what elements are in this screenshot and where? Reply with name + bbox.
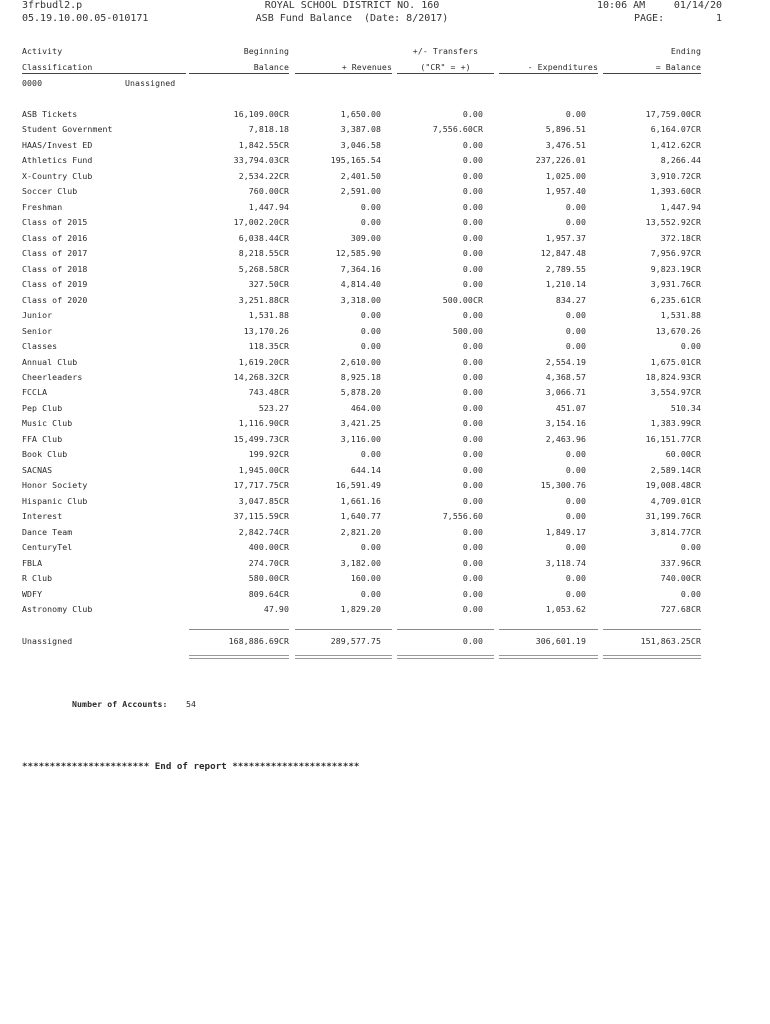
row-revenues-value: 3,116.00 — [340, 434, 381, 444]
row-beginning-value: 199.92CR — [248, 449, 289, 459]
row-transfers-value: 0.00 — [462, 155, 483, 165]
row-revenues-value: 0.00 — [360, 217, 381, 227]
row-transfers-value: 0.00 — [462, 109, 483, 119]
row-activity-name: Annual Club — [22, 357, 78, 367]
row-activity-name: Class of 2017 — [22, 248, 88, 258]
row-ending-value: 3,931.76CR — [650, 279, 701, 289]
row-revenues-value: 0.00 — [360, 326, 381, 336]
row-beginning-value: 743.48CR — [248, 387, 289, 397]
row-expenditures-value: 451.07 — [555, 403, 586, 413]
row-ending-value: 19,008.48CR — [645, 480, 701, 490]
row-transfers-value: 0.00 — [462, 496, 483, 506]
row-expenditures-value: 237,226.01 — [535, 155, 586, 165]
row-ending-value: 3,910.72CR — [650, 171, 701, 181]
row-beginning-value: 580.00CR — [248, 573, 289, 583]
row-activity-name: Class of 2018 — [22, 264, 88, 274]
row-transfers-value: 0.00 — [462, 589, 483, 599]
row-transfers-value: 0.00 — [462, 233, 483, 243]
report-code: 05.19.10.00.05-010171 — [22, 13, 149, 24]
row-beginning-value: 1,447.94 — [248, 202, 289, 212]
classification-name: Unassigned — [125, 78, 176, 88]
row-beginning-value: 37,115.59CR — [233, 511, 289, 521]
row-expenditures-value: 0.00 — [565, 511, 586, 521]
row-ending-value: 8,266.44 — [660, 155, 701, 165]
row-activity-name: Hispanic Club — [22, 496, 88, 506]
row-activity-name: Classes — [22, 341, 58, 351]
row-revenues-value: 2,610.00 — [340, 357, 381, 367]
row-expenditures-value: 2,789.55 — [545, 264, 586, 274]
row-activity-name: Freshman — [22, 202, 63, 212]
total-double-rule-revenues — [295, 655, 392, 659]
report-title-line — [222, 13, 482, 24]
row-beginning-value: 1,619.20CR — [238, 357, 289, 367]
row-activity-name: Music Club — [22, 418, 73, 428]
col-ending-label: Ending — [670, 46, 701, 56]
row-expenditures-value: 0.00 — [565, 449, 586, 459]
row-beginning-value: 17,717.75CR — [233, 480, 289, 490]
row-transfers-value: 0.00 — [462, 387, 483, 397]
total-double-rule-transfers — [397, 655, 494, 659]
row-activity-name: Class of 2019 — [22, 279, 88, 289]
row-ending-value: 9,823.19CR — [650, 264, 701, 274]
row-activity-name: Book Club — [22, 449, 68, 459]
total-rule-revenues — [295, 629, 392, 630]
row-activity-name: CenturyTel — [22, 542, 73, 552]
row-expenditures-value: 3,476.51 — [545, 140, 586, 150]
total-rule-transfers — [397, 629, 494, 630]
row-ending-value: 3,814.77CR — [650, 527, 701, 537]
row-activity-name: FCCLA — [22, 387, 48, 397]
row-revenues-value: 0.00 — [360, 542, 381, 552]
row-activity-name: Honor Society — [22, 480, 88, 490]
row-revenues-value: 5,878.20 — [340, 387, 381, 397]
total-rule-expenditures — [499, 629, 598, 630]
row-beginning-value: 274.70CR — [248, 558, 289, 568]
row-ending-value: 13,670.26 — [655, 326, 701, 336]
total-double-rule-beginning — [189, 655, 289, 659]
district-name: ROYAL SCHOOL DISTRICT NO. 160 — [264, 0, 440, 11]
row-beginning-value: 327.50CR — [248, 279, 289, 289]
row-revenues-value: 309.00 — [350, 233, 381, 243]
row-expenditures-value: 0.00 — [565, 326, 586, 336]
row-expenditures-value: 3,066.71 — [545, 387, 586, 397]
row-revenues-value: 1,640.77 — [340, 511, 381, 521]
row-revenues-value: 464.00 — [350, 403, 381, 413]
col-beginning-label: Beginning — [243, 46, 289, 56]
row-revenues-value: 2,401.50 — [340, 171, 381, 181]
row-transfers-value: 500.00 — [452, 326, 483, 336]
row-transfers-value: 0.00 — [462, 465, 483, 475]
row-beginning-value: 16,109.00CR — [233, 109, 289, 119]
col-activity-label: Activity — [22, 46, 63, 56]
row-expenditures-value: 834.27 — [555, 295, 586, 305]
row-revenues-value: 16,591.49 — [335, 480, 381, 490]
row-revenues-value: 0.00 — [360, 310, 381, 320]
row-beginning-value: 13,170.26 — [243, 326, 289, 336]
row-expenditures-value: 0.00 — [565, 341, 586, 351]
total-double-rule-expenditures — [499, 655, 598, 659]
row-beginning-value: 15,499.73CR — [233, 434, 289, 444]
total-revenues: 289,577.75 — [330, 636, 381, 646]
row-activity-name: Class of 2020 — [22, 295, 88, 305]
row-ending-value: 337.96CR — [660, 558, 701, 568]
print-time: 10:06 AM — [597, 0, 646, 11]
row-transfers-value: 0.00 — [462, 573, 483, 583]
row-transfers-value: 0.00 — [462, 527, 483, 537]
row-expenditures-value: 0.00 — [565, 589, 586, 599]
row-activity-name: Dance Team — [22, 527, 73, 537]
row-expenditures-value: 5,896.51 — [545, 124, 586, 134]
total-rule-ending — [603, 629, 701, 630]
row-beginning-value: 2,842.74CR — [238, 527, 289, 537]
row-activity-name: HAAS/Invest ED — [22, 140, 93, 150]
row-expenditures-value: 1,053.62 — [545, 604, 586, 614]
accounts-count-value: 54 — [186, 699, 197, 709]
row-expenditures-value: 1,849.17 — [545, 527, 586, 537]
row-revenues-value: 3,182.00 — [340, 558, 381, 568]
row-expenditures-value: 1,957.37 — [545, 233, 586, 243]
col-expenditures-label: - Expenditures — [499, 62, 598, 74]
row-expenditures-value: 0.00 — [565, 217, 586, 227]
row-beginning-value: 8,218.55CR — [238, 248, 289, 258]
row-revenues-value: 195,165.54 — [330, 155, 381, 165]
row-activity-name: X-Country Club — [22, 171, 93, 181]
row-revenues-value: 3,421.25 — [340, 418, 381, 428]
row-revenues-value: 0.00 — [360, 341, 381, 351]
row-ending-value: 727.68CR — [660, 604, 701, 614]
row-revenues-value: 160.00 — [350, 573, 381, 583]
row-beginning-value: 5,268.58CR — [238, 264, 289, 274]
row-transfers-value: 0.00 — [462, 434, 483, 444]
row-expenditures-value: 0.00 — [565, 542, 586, 552]
row-expenditures-value: 1,957.40 — [545, 186, 586, 196]
row-revenues-value: 1,829.20 — [340, 604, 381, 614]
row-transfers-value: 0.00 — [462, 341, 483, 351]
row-beginning-value: 400.00CR — [248, 542, 289, 552]
row-transfers-value: 0.00 — [462, 372, 483, 382]
row-ending-value: 3,554.97CR — [650, 387, 701, 397]
row-expenditures-value: 15,300.76 — [540, 480, 586, 490]
row-beginning-value: 118.35CR — [248, 341, 289, 351]
row-ending-value: 1,675.01CR — [650, 357, 701, 367]
row-transfers-value: 0.00 — [462, 480, 483, 490]
row-activity-name: Class of 2016 — [22, 233, 88, 243]
row-activity-name: Astronomy Club — [22, 604, 93, 614]
row-ending-value: 510.34 — [670, 403, 701, 413]
row-transfers-value: 0.00 — [462, 357, 483, 367]
row-revenues-value: 0.00 — [360, 449, 381, 459]
row-transfers-value: 500.00CR — [442, 295, 483, 305]
row-transfers-value: 0.00 — [462, 449, 483, 459]
row-ending-value: 1,383.99CR — [650, 418, 701, 428]
row-beginning-value: 2,534.22CR — [238, 171, 289, 181]
col-classification-label — [22, 62, 186, 74]
row-activity-name: Cheerleaders — [22, 372, 83, 382]
row-beginning-value: 523.27 — [258, 403, 289, 413]
report-title: ASB Fund Balance — [255, 13, 352, 24]
row-activity-name: Pep Club — [22, 403, 63, 413]
total-rule-beginning — [189, 629, 289, 630]
total-ending: 151,863.25CR — [640, 636, 701, 646]
row-activity-name: WDFY — [22, 589, 43, 599]
row-ending-value: 6,235.61CR — [650, 295, 701, 305]
row-expenditures-value: 0.00 — [565, 465, 586, 475]
row-revenues-value: 4,814.40 — [340, 279, 381, 289]
col-ending-balance-label: = Balance — [603, 62, 701, 74]
row-transfers-value: 0.00 — [462, 248, 483, 258]
row-ending-value: 17,759.00CR — [645, 109, 701, 119]
row-revenues-value: 0.00 — [360, 202, 381, 212]
row-ending-value: 31,199.76CR — [645, 511, 701, 521]
row-revenues-value: 644.14 — [350, 465, 381, 475]
total-label: Unassigned — [22, 636, 73, 646]
row-expenditures-value: 3,118.74 — [545, 558, 586, 568]
row-revenues-value: 3,318.00 — [340, 295, 381, 305]
row-expenditures-value: 12,847.48 — [540, 248, 586, 258]
row-activity-name: R Club — [22, 573, 53, 583]
row-activity-name: Class of 2015 — [22, 217, 88, 227]
col-transfers-label: +/- Transfers — [412, 46, 479, 56]
row-activity-name: SACNAS — [22, 465, 53, 475]
row-beginning-value: 7,818.18 — [248, 124, 289, 134]
row-beginning-value: 1,531.88 — [248, 310, 289, 320]
row-ending-value: 16,151.77CR — [645, 434, 701, 444]
row-ending-value: 1,393.60CR — [650, 186, 701, 196]
row-ending-value: 740.00CR — [660, 573, 701, 583]
row-activity-name: FBLA — [22, 558, 43, 568]
row-beginning-value: 3,047.85CR — [238, 496, 289, 506]
total-expenditures: 306,601.19 — [535, 636, 586, 646]
classification-code: 0000 — [22, 78, 43, 88]
row-expenditures-value: 1,025.00 — [545, 171, 586, 181]
row-revenues-value: 0.00 — [360, 589, 381, 599]
row-revenues-value: 3,387.08 — [340, 124, 381, 134]
row-transfers-value: 0.00 — [462, 418, 483, 428]
row-ending-value: 0.00 — [680, 542, 701, 552]
end-of-report: *********************** End of report *********************** — [22, 761, 360, 772]
row-activity-name: Student Government — [22, 124, 113, 134]
col-beginning-balance-label: Balance — [189, 62, 289, 74]
row-beginning-value: 1,842.55CR — [238, 140, 289, 150]
row-expenditures-value: 0.00 — [565, 310, 586, 320]
row-transfers-value: 7,556.60 — [442, 511, 483, 521]
total-transfers: 0.00 — [462, 636, 483, 646]
row-activity-name: ASB Tickets — [22, 109, 78, 119]
total-beginning: 168,886.69CR — [228, 636, 289, 646]
row-transfers-value: 0.00 — [462, 310, 483, 320]
row-activity-name: Interest — [22, 511, 63, 521]
col-revenues-label: + Revenues — [295, 62, 392, 74]
row-beginning-value: 1,116.90CR — [238, 418, 289, 428]
row-activity-name: Athletics Fund — [22, 155, 93, 165]
row-ending-value: 372.18CR — [660, 233, 701, 243]
row-transfers-value: 0.00 — [462, 604, 483, 614]
row-revenues-value: 2,591.00 — [340, 186, 381, 196]
col-classification-text: Classification — [22, 62, 186, 74]
row-ending-value: 60.00CR — [665, 449, 701, 459]
row-revenues-value: 3,046.58 — [340, 140, 381, 150]
row-expenditures-value: 2,554.19 — [545, 357, 586, 367]
accounts-count-label: Number of Accounts: — [72, 699, 168, 709]
row-ending-value: 1,412.62CR — [650, 140, 701, 150]
row-expenditures-value: 0.00 — [565, 202, 586, 212]
row-transfers-value: 0.00 — [462, 186, 483, 196]
row-expenditures-value: 0.00 — [565, 496, 586, 506]
print-date: 01/14/20 — [673, 0, 722, 11]
row-expenditures-value: 2,463.96 — [545, 434, 586, 444]
row-transfers-value: 0.00 — [462, 264, 483, 274]
row-ending-value: 4,709.01CR — [650, 496, 701, 506]
report-id: 3frbudl2.p — [22, 0, 83, 11]
row-ending-value: 1,447.94 — [660, 202, 701, 212]
page-label: PAGE: — [634, 13, 665, 24]
row-activity-name: Junior — [22, 310, 53, 320]
row-transfers-value: 7,556.60CR — [432, 124, 483, 134]
row-transfers-value: 0.00 — [462, 217, 483, 227]
row-ending-value: 18,824.93CR — [645, 372, 701, 382]
row-transfers-value: 0.00 — [462, 279, 483, 289]
row-beginning-value: 17,002.20CR — [233, 217, 289, 227]
row-ending-value: 0.00 — [680, 341, 701, 351]
row-beginning-value: 809.64CR — [248, 589, 289, 599]
row-beginning-value: 1,945.00CR — [238, 465, 289, 475]
page-number: 1 — [715, 13, 722, 24]
row-beginning-value: 47.90 — [263, 604, 289, 614]
row-ending-value: 0.00 — [680, 589, 701, 599]
row-ending-value: 13,552.92CR — [645, 217, 701, 227]
row-revenues-value: 7,364.16 — [340, 264, 381, 274]
row-expenditures-value: 3,154.16 — [545, 418, 586, 428]
row-expenditures-value: 1,210.14 — [545, 279, 586, 289]
row-expenditures-value: 0.00 — [565, 573, 586, 583]
row-beginning-value: 760.00CR — [248, 186, 289, 196]
row-transfers-value: 0.00 — [462, 542, 483, 552]
row-ending-value: 6,164.07CR — [650, 124, 701, 134]
row-beginning-value: 33,794.03CR — [233, 155, 289, 165]
report-date: (Date: 8/2017) — [364, 13, 449, 24]
row-expenditures-value: 4,368.57 — [545, 372, 586, 382]
row-activity-name: FFA Club — [22, 434, 63, 444]
row-transfers-value: 0.00 — [462, 558, 483, 568]
row-transfers-value: 0.00 — [462, 171, 483, 181]
row-transfers-value: 0.00 — [462, 202, 483, 212]
row-ending-value: 7,956.97CR — [650, 248, 701, 258]
total-double-rule-ending — [603, 655, 701, 659]
row-ending-value: 1,531.88 — [660, 310, 701, 320]
row-expenditures-value: 0.00 — [565, 109, 586, 119]
row-revenues-value: 1,661.16 — [340, 496, 381, 506]
row-revenues-value: 1,650.00 — [340, 109, 381, 119]
row-beginning-value: 6,038.44CR — [238, 233, 289, 243]
row-activity-name: Senior — [22, 326, 53, 336]
col-transfers-cr-label: ("CR" = +) — [397, 62, 494, 74]
row-activity-name: Soccer Club — [22, 186, 78, 196]
row-transfers-value: 0.00 — [462, 403, 483, 413]
row-revenues-value: 8,925.18 — [340, 372, 381, 382]
row-beginning-value: 14,268.32CR — [233, 372, 289, 382]
row-beginning-value: 3,251.88CR — [238, 295, 289, 305]
row-revenues-value: 2,821.20 — [340, 527, 381, 537]
row-revenues-value: 12,585.90 — [335, 248, 381, 258]
row-ending-value: 2,589.14CR — [650, 465, 701, 475]
row-transfers-value: 0.00 — [462, 140, 483, 150]
